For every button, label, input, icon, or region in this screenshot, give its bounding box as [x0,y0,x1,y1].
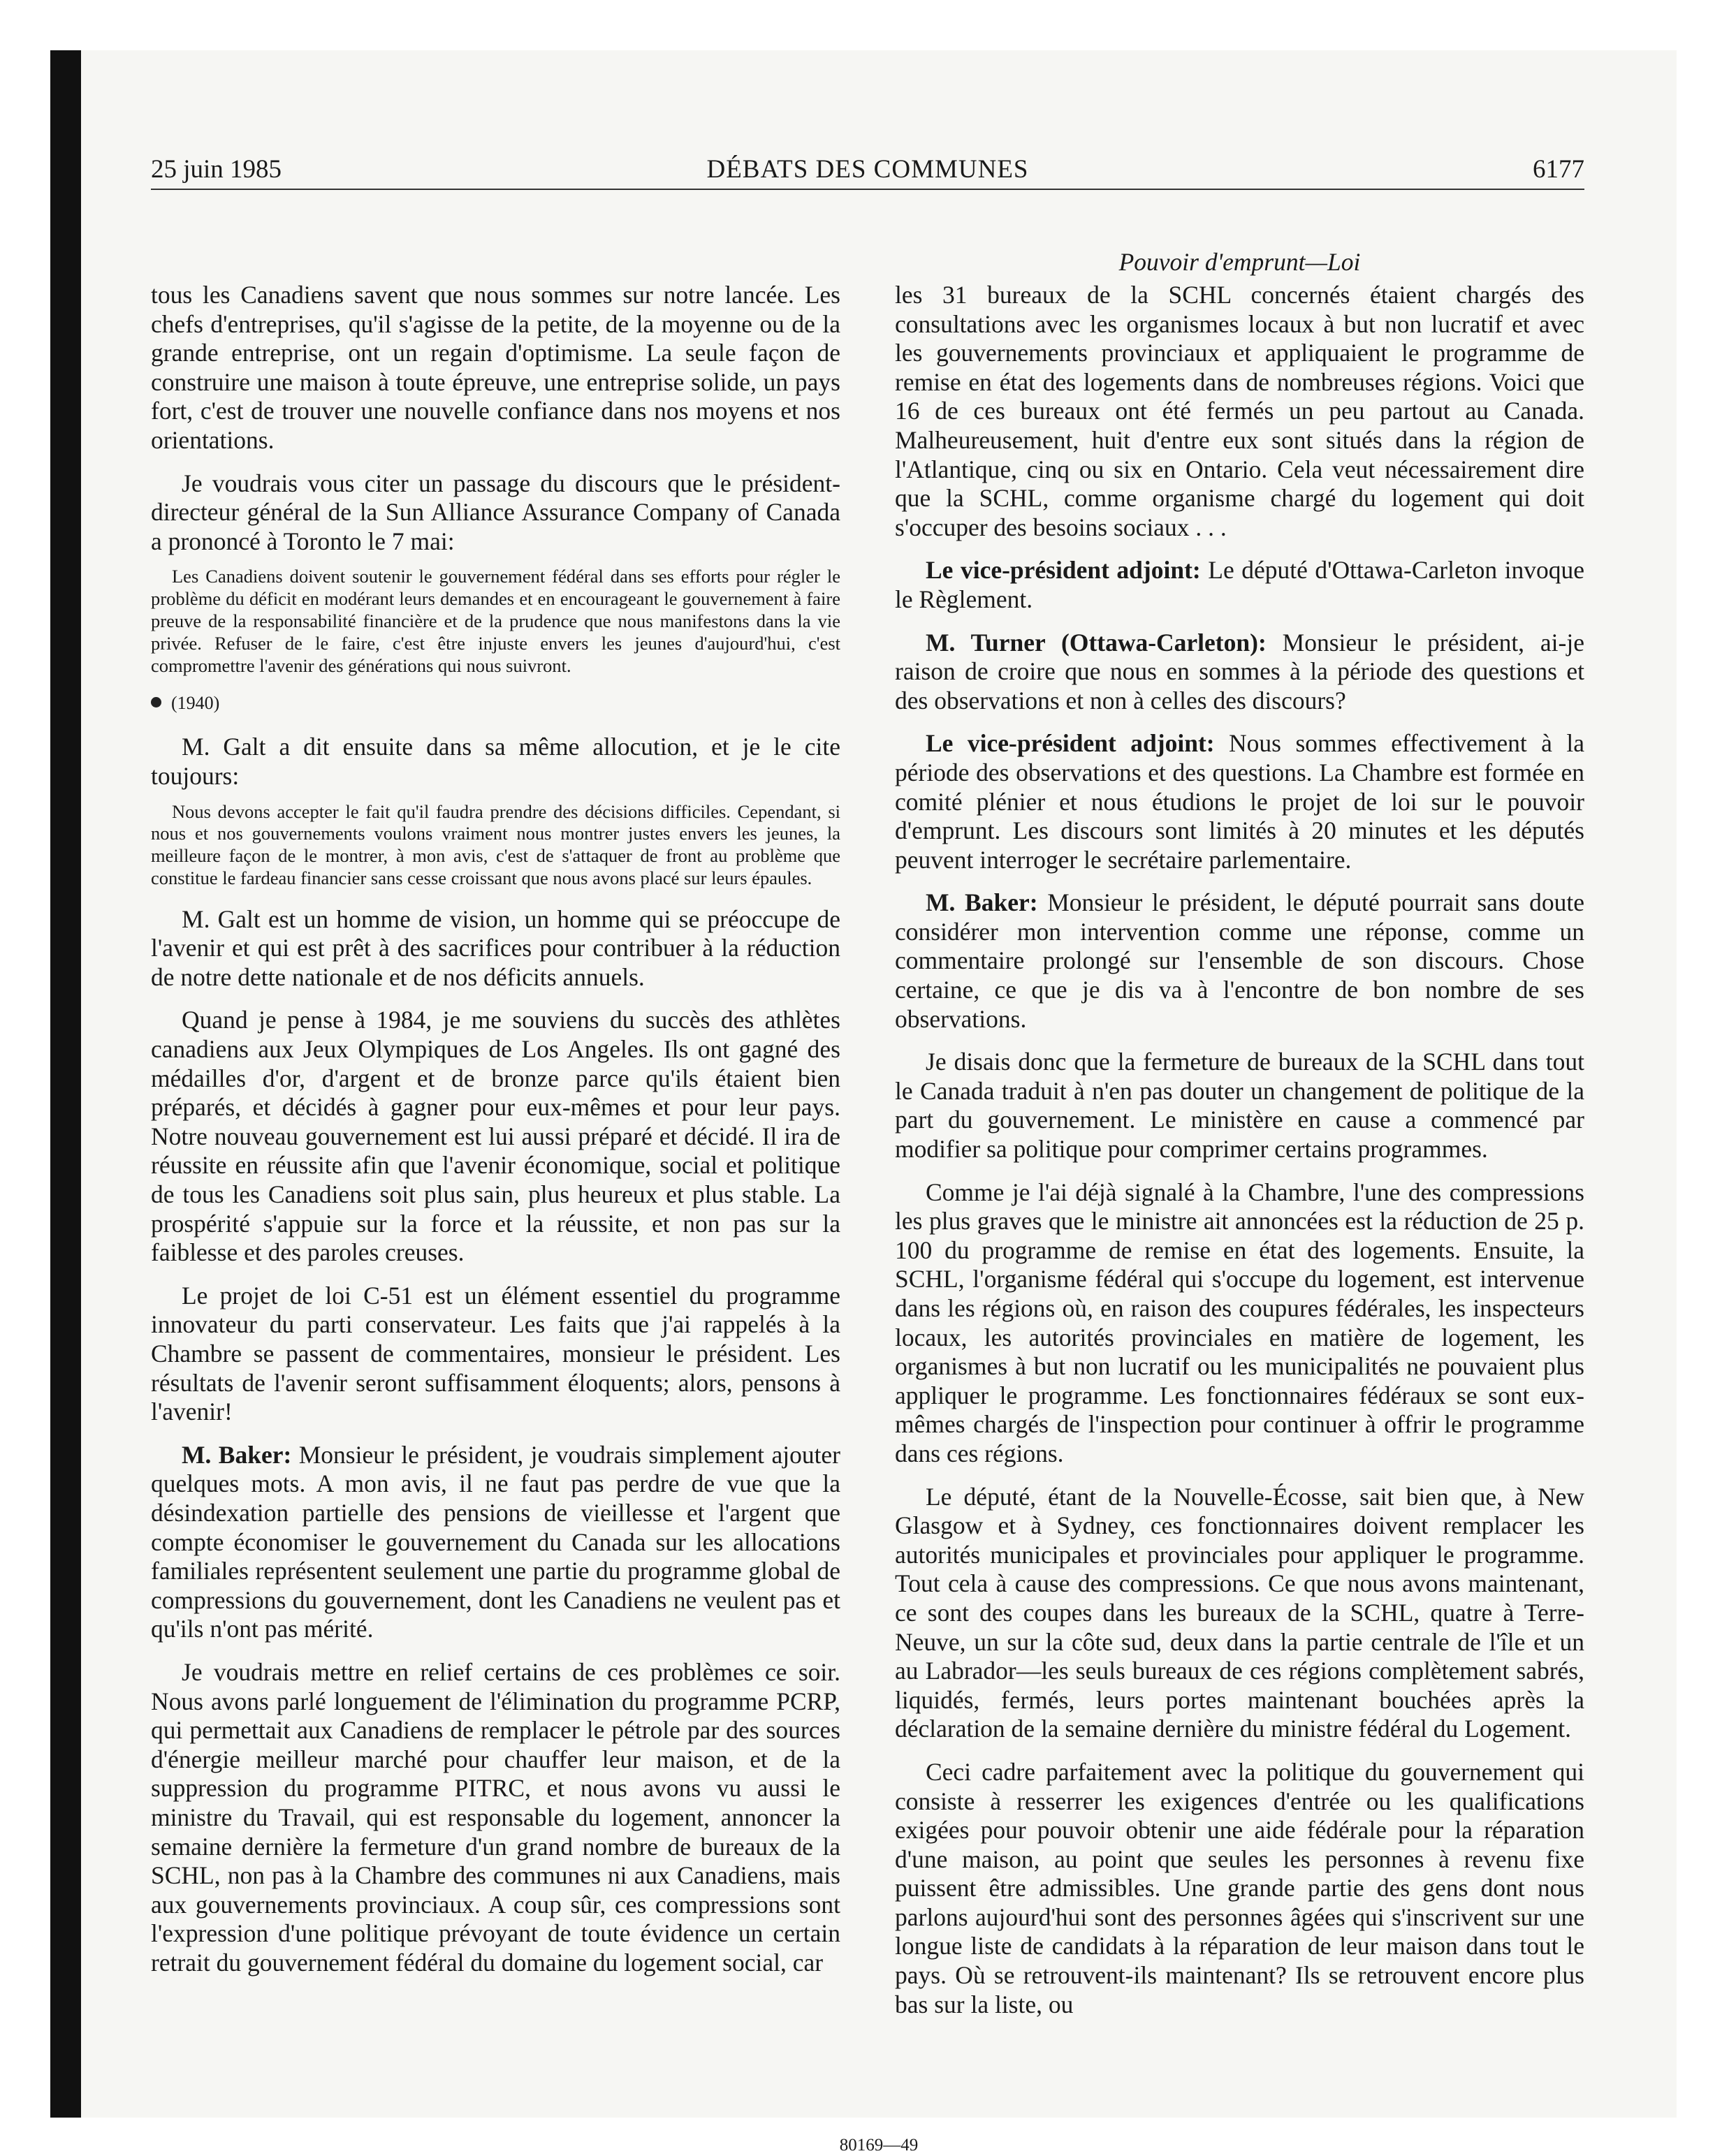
paragraph [895,629,1584,716]
bullet-icon [151,697,161,707]
speech-text: Le député d'Ottawa-Carleton invoque le Règlement. [895,556,1585,613]
speech-text: Nous sommes effectivement à la période des observations et des questions. La Chambre est formée en comité plénier et nous étudions le projet de loi sur le pouvoir d'emprunt. Les discours sont limités à 20 minutes et les députés peuvent interroger le secrétaire parlementaire. [895,729,1585,874]
speech-text: Monsieur le président, je voudrais simplement ajouter quelques mots. A mon avis, il ne faut pas perdre de vue que la désindexation partielle des pensions de vieillesse et l'argent que compte économiser le gouvernement du Canada sur les allocations familiales représentent seulement une partie du programme global de compressions du gouvernement, dont les Canadiens ne veulent pas et qu'ils n'ont pas mérité. [151,1440,841,1643]
paragraph: M. Galt a dit ensuite dans sa même allocution, et je le cite toujours: [151,733,840,790]
time-stamp [151,692,840,714]
header-date: 25 juin 1985 [151,155,282,184]
scan-edge [50,50,81,2118]
paragraph: Je voudrais mettre en relief certains de ces problèmes ce soir. Nous avons parlé longuement de l'élimination du programme PCRP, qui permettait aux Canadiens de remplacer le pétrole par des sources d'énergie meilleur marché pour chauffer leur maison, et de la suppression du programme PITRC, et nous avons vu aussi le ministre du Travail, qui est responsable du logement, annoncer la semaine dernière la fermeture d'un grand nombre de bureaux de la SCHL, non pas à la Chambre des communes ni aux Canadiens, mais aux gouvernements provinciaux. A coup sûr, ces compressions sont l'expression d'une politique prévoyant de toute évidence un certain retrait du gouvernement fédéral du domaine du logement social, car [151,1657,840,1977]
page-header [151,154,1584,190]
right-column [895,281,1584,2033]
paragraph [895,729,1584,874]
paragraph: Comme je l'ai déjà signalé à la Chambre, l'une des compressions les plus graves que le ministre ait annoncées est la réduction de 25 p. 100 du programme de remise en état des logements. Ensuite, la SCHL, l'organisme fédéral qui s'occupe du logement, est intervenue dans les régions où, en raison des coupures fédérales, les inspecteurs locaux, les autorités provinciales en matière de logement, les organismes à but non lucratif ou les municipalités ne pouvaient plus appliquer le programme. Les fonctionnaires fédéraux se sont eux-mêmes chargés de l'inspection pour continuer à offrir le programme dans ces régions. [895,1178,1584,1467]
left-column [151,281,840,1991]
speaker-name: Le vice-président adjoint: [926,556,1201,585]
header-title: DÉBATS DES COMMUNES [706,155,1029,184]
paragraph: Je disais donc que la fermeture de bureaux de la SCHL dans tout le Canada traduit à n'en pas douter un changement de politique de la part du gouvernement. Le ministère en cause a commencé par modifier sa politique pour comprimer certains programmes. [895,1048,1584,1164]
quotation: Nous devons accepter le fait qu'il faudra prendre des décisions difficiles. Cependant, si nous et nos gouvernements voulons vraiment nous montrer justes envers les jeunes, la meilleure façon de le montrer, à mon avis, c'est de s'attaquer de front au problème que constitue le fardeau financier sans cesse croissant que nous avons placé sur leurs épaules. [151,800,840,888]
paragraph [895,556,1584,614]
paragraph: M. Galt est un homme de vision, un homme qui se préoccupe de l'avenir et qui est prêt à des sacrifices pour contribuer à la réduction de notre dette nationale et de nos déficits annuels. [151,904,840,991]
speech-text: Monsieur le président, le député pourrait sans doute considérer mon intervention comme une réponse, comme un commentaire prolongé sur l'ensemble de son discours. Chose certaine, ce que je dis va à l'encontre de bon nombre de ses observations. [895,888,1585,1033]
quotation: Les Canadiens doivent soutenir le gouvernement fédéral dans ses efforts pour régler le problème du déficit en modérant leurs demandes et en encourageant le gouvernement à faire preuve de la responsabilité financière et de la prudence que nous manifestons dans la vie privée. Refuser de le faire, c'est être injuste envers les jeunes d'aujourd'hui, c'est compromettre l'avenir des générations qui nous suivront. [151,566,840,676]
paragraph: Quand je pense à 1984, je me souviens du succès des athlètes canadiens aux Jeux Olympiques de Los Angeles. Ils ont gagné des médailles d'or, d'argent et de bronze parce qu'ils étaient bien préparés, et décidés à gagner pour eux-mêmes et pour leur pays. Notre nouveau gouvernement est lui aussi préparé et décidé. Il ira de réussite en réussite afin que l'avenir économique, social et politique de tous les Canadiens soit plus sain, plus heureux et plus stable. La prospérité s'appuie sur la force et la réussite, et non pas sur la faiblesse et des paroles creuses. [151,1006,840,1267]
paragraph: Le député, étant de la Nouvelle-Écosse, sait bien que, à New Glasgow et à Sydney, ces fonctionnaires doivent remplacer les autorités municipales et provinciales pour appliquer le programme. Tout cela à cause des compressions. Ce que nous avons maintenant, ce sont des coupes dans les bureaux de la SCHL, quatre à Terre-Neuve, un sur la côte sud, deux dans la partie centrale de l'île et un au Labrador—les seuls bureaux de ces régions complètement sabrés, liquidés, fermés, leurs portes maintenant bouchées après la déclaration de la semaine dernière du ministre fédéral du Logement. [895,1482,1584,1743]
speaker-name: M. Baker: [926,888,1038,917]
running-title: Pouvoir d'emprunt—Loi [1118,248,1361,276]
page [81,50,1677,2155]
speech-text: Monsieur le président, ai-je raison de croire que nous en sommes à la période des questions et des observations et non à celles des discours? [895,628,1584,714]
paragraph: Le projet de loi C-51 est un élément essentiel du programme innovateur du parti conservateur. Les faits que j'ai rappelés à la Chambre se passent de commentaires, monsieur le président. Les résultats de l'avenir seront suffisamment éloquents; alors, pensons à l'avenir! [151,1281,840,1426]
paragraph: Je voudrais vous citer un passage du discours que le président-directeur général de la Sun Alliance Assurance Company of Canada a prononcé à Toronto le 7 mai: [151,469,840,555]
time-stamp-text: (1940) [171,693,220,714]
paragraph: tous les Canadiens savent que nous sommes sur notre lancée. Les chefs d'entreprises, qu'il s'agisse de la petite, de la moyenne ou de la grande entreprise, ont un regain d'optimisme. La seule façon de construire une maison à toute épreuve, une entreprise solide, un pays fort, c'est de trouver une nouvelle confiance dans nos moyens et nos orientations. [151,281,840,454]
header-page-number: 6177 [1533,155,1584,184]
speaker-name: M. Baker: [182,1440,292,1469]
speaker-name: Le vice-président adjoint: [926,729,1215,758]
paragraph: les 31 bureaux de la SCHL concernés étaient chargés des consultations avec les organismes locaux à but non lucratif et avec les gouvernements provinciaux et appliquaient le programme de remise en état des logements dans de nombreuses régions. Voici que 16 de ces bureaux ont été fermés un peu partout au Canada. Malheureusement, huit d'entre eux sont situés dans la région de l'Atlantique, cinq ou six en Ontario. Cela veut nécessairement dire que la SCHL, comme organisme chargé du logement qui doit s'occuper des besoins sociaux . . . [895,281,1584,541]
footer-code: 80169—49 [839,2136,919,2155]
paragraph [151,1441,840,1644]
paragraph: Ceci cadre parfaitement avec la politique du gouvernement qui consiste à resserrer les exigences d'entrée ou les qualifications exigées pour pouvoir obtenir une aide fédérale pour la réparation d'une maison, au point que seules les personnes à revenu fixe puissent être admissibles. Une grande partie des gens dont nous parlons aujourd'hui sont des personnes âgées qui s'inscrivent sur une longue liste de candidats à la réparation de leur maison dans tout le pays. Où se retrouvent-ils maintenant? Ils se retrouvent encore plus bas sur la liste, ou [895,1757,1584,2018]
speaker-name: M. Turner (Ottawa-Carleton): [926,628,1267,657]
paragraph [895,888,1584,1034]
